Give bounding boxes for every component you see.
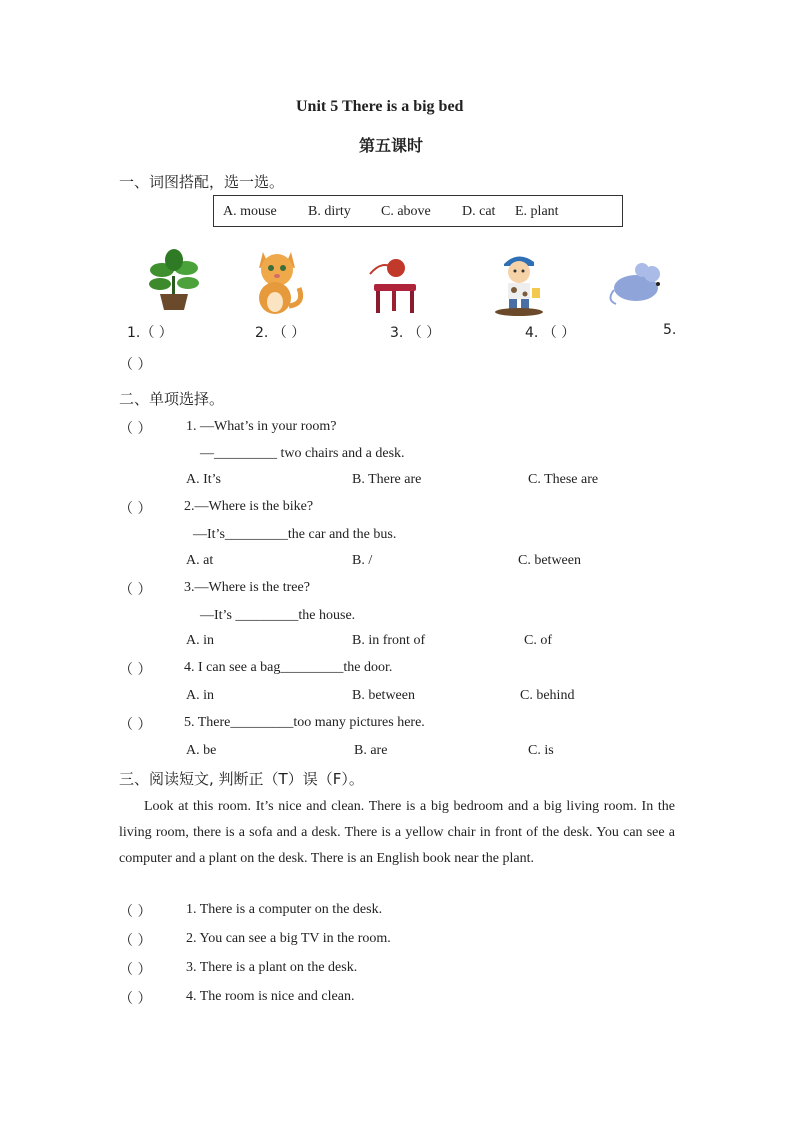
- option-c: C. above: [381, 204, 431, 219]
- stool-seat: [374, 284, 416, 291]
- choice-b: B. are: [354, 743, 388, 758]
- choice-b: B. between: [352, 688, 415, 703]
- reading-passage: Look at this room. It’s nice and clean. There is a big bedroom and a big living room. In the living room, there is a sofa and a desk. There is a yellow chair in front of the desk. You can see a computer and a plant on the desk. There is an English book near the plant.: [119, 799, 675, 866]
- choice-c: C. of: [524, 633, 552, 648]
- question-answer-line: —It’s _________the house.: [200, 608, 356, 623]
- plant-leaf: [165, 249, 183, 271]
- boy-head: [508, 261, 530, 283]
- question-text: 4. I can see a bag_________the door.: [184, 660, 393, 675]
- section2-heading: 二、单项选择。: [119, 390, 225, 408]
- blank-3[interactable]: 3. （ ）: [390, 325, 441, 341]
- statement-text: 2. You can see a big TV in the room.: [186, 931, 391, 946]
- blank-2[interactable]: 2. （ ）: [255, 325, 306, 341]
- blank-5-label: 5.: [663, 322, 677, 338]
- question-text: 2.—Where is the bike?: [184, 499, 314, 514]
- answer-paren[interactable]: （ ）: [119, 904, 152, 920]
- blank-5[interactable]: （ ）: [119, 357, 152, 373]
- option-d: D. cat: [462, 204, 496, 219]
- statement-text: 4. The room is nice and clean.: [186, 989, 355, 1004]
- question-answer-line: —It’s_________the car and the bus.: [193, 527, 397, 542]
- choice-b: B. /: [352, 553, 373, 568]
- answer-paren[interactable]: （ ）: [119, 717, 152, 733]
- answer-paren[interactable]: （ ）: [119, 662, 152, 678]
- choice-a: A. in: [186, 633, 214, 648]
- choice-a: A. in: [186, 688, 214, 703]
- answer-paren[interactable]: （ ）: [119, 421, 152, 437]
- choice-a: A. It’s: [186, 472, 221, 487]
- plant-leaf: [177, 277, 199, 289]
- answer-paren[interactable]: （ ）: [119, 501, 152, 517]
- statement-text: 1. There is a computer on the desk.: [186, 902, 383, 917]
- answer-paren[interactable]: （ ）: [119, 933, 152, 949]
- section1-heading: 一、词图搭配，选一选。: [119, 173, 285, 191]
- choice-c: C. is: [528, 743, 554, 758]
- plant-picture: [146, 248, 202, 314]
- question-text: 5. There_________too many pictures here.: [184, 715, 425, 730]
- answer-paren[interactable]: （ ）: [119, 582, 152, 598]
- word-option-box: [213, 195, 623, 227]
- choice-c: C. behind: [520, 688, 575, 703]
- question-text: 3.—Where is the tree?: [184, 580, 310, 595]
- blank-1[interactable]: 1.（ ）: [127, 325, 173, 341]
- option-a: A. mouse: [223, 204, 277, 219]
- lesson-subtitle: 第五课时: [359, 136, 424, 155]
- choice-b: B. in front of: [352, 633, 426, 648]
- option-e: E. plant: [515, 204, 559, 219]
- plant-pot: [160, 294, 188, 310]
- choice-c: C. These are: [528, 472, 599, 487]
- choice-c: C. between: [518, 553, 581, 568]
- ball-above-stool-picture: [362, 256, 422, 314]
- answer-paren[interactable]: （ ）: [119, 991, 152, 1007]
- mouse-picture: [606, 260, 670, 306]
- answer-paren[interactable]: （ ）: [119, 962, 152, 978]
- option-b: B. dirty: [308, 204, 351, 219]
- choice-a: A. at: [186, 553, 214, 568]
- blank-4[interactable]: 4. （ ）: [525, 325, 576, 341]
- ball: [387, 259, 405, 277]
- page-title: Unit 5 There is a big bed: [296, 98, 464, 115]
- statement-text: 3. There is a plant on the desk.: [186, 960, 358, 975]
- cat-picture: [249, 246, 309, 316]
- section3-heading: 三、阅读短文, 判断正（T）误（F）。: [119, 770, 364, 788]
- question-answer-line: —_________ two chairs and a desk.: [200, 446, 405, 461]
- plant-leaf: [149, 278, 171, 290]
- cat-head: [261, 254, 293, 286]
- choice-b: B. There are: [352, 472, 422, 487]
- dirty-boy-picture: [492, 250, 546, 316]
- question-text: 1. —What’s in your room?: [186, 419, 337, 434]
- choice-a: A. be: [186, 743, 217, 758]
